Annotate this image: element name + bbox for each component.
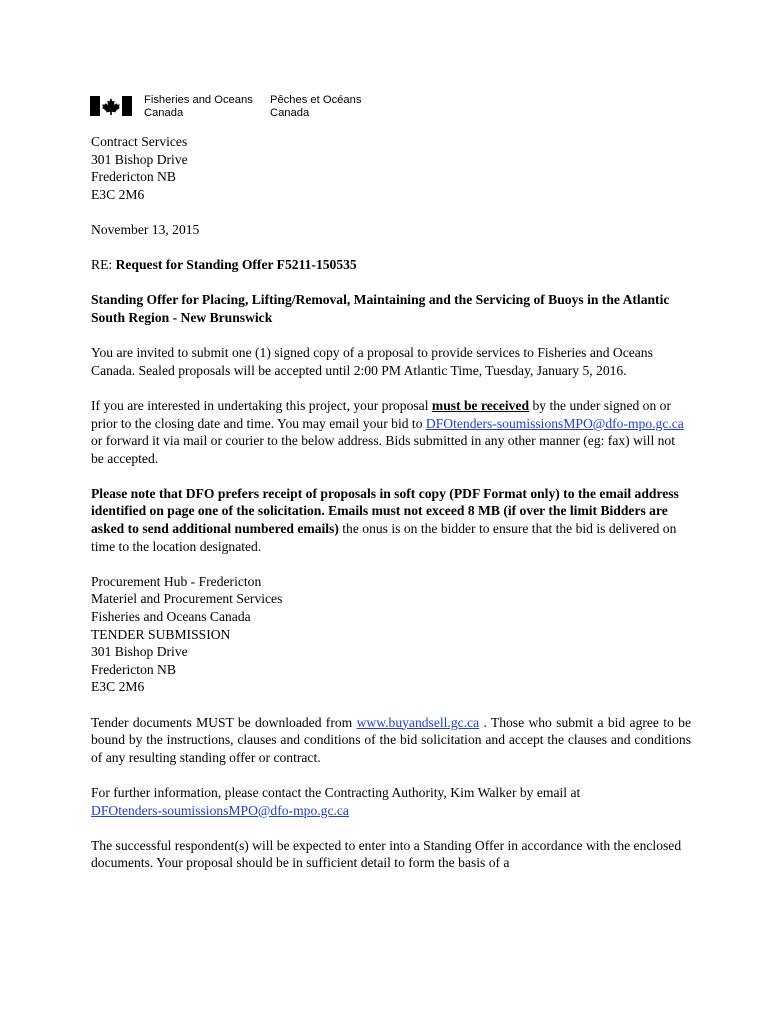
delivery-address-line: 301 Bishop Drive	[91, 644, 188, 660]
delivery-address-line: Fredericton NB	[91, 661, 176, 677]
standing-offer-paragraph: The successful respondent(s) will be expected to enter into a Standing Offer in accordance with the enclosed documents. Your proposal should be in sufficient detail to form the basis of a	[91, 837, 682, 871]
sender-address-line: 301 Bishop Drive	[91, 151, 188, 167]
dept-fr-line2: Canada	[270, 106, 310, 119]
tender-email-link[interactable]: DFOtenders-soumissionsMPO@dfo-mpo.gc.ca	[425, 415, 684, 431]
letter-body	[91, 133, 691, 872]
department-name-french	[270, 94, 361, 119]
submission-paragraph: If you are interested in undertaking this project, your proposal must be received by the under signed on or prior to the closing date and time. You may email your bid to DFOtenders-soumissionsMPO@dfo-mpo.gc.ca or forward it via mail or courier to the below address. Bids submitted in any other manner (eg: fax) will not be accepted.	[91, 397, 684, 466]
delivery-address-line: Materiel and Procurement Services	[91, 591, 283, 607]
dept-fr-line1: Pêches et Océans	[270, 94, 362, 106]
dept-en-line1: Fisheries and Oceans	[144, 94, 253, 106]
buyandsell-link[interactable]: www.buyandsell.gc.ca	[356, 714, 480, 730]
contact-email-link[interactable]: DFOtenders-soumissionsMPO@dfo-mpo.gc.ca	[91, 802, 349, 818]
sender-address-line: E3C 2M6	[91, 186, 145, 202]
letterhead	[90, 94, 490, 118]
tender-documents-paragraph: Tender documents MUST be downloaded from www.buyandsell.gc.ca . Those who submit a bid agree to be bound by the instructions, clauses and conditions of the bid solicitation and accept the clauses and conditions of any resulting standing offer or contract.	[91, 714, 691, 765]
canada-flag-icon	[90, 96, 132, 116]
soft-copy-notice-paragraph: Please note that DFO prefers receipt of proposals in soft copy (PDF Format only) to the email address identified on page one of the solicitation. Emails must not exceed 8 MB (if over the limit Bidders are asked to send additional numbered emails) the onus is on the bidder to ensure that the bid is delivered on time to the location designated.	[91, 485, 679, 554]
department-name-english	[144, 94, 253, 119]
dept-en-line2: Canada	[144, 106, 184, 119]
must-be-received-emphasis: must be received	[431, 397, 530, 413]
delivery-address-line: Procurement Hub - Fredericton	[91, 573, 262, 589]
sender-address	[91, 133, 691, 203]
letter-date: November 13, 2015	[91, 221, 200, 237]
sender-address-line: Fredericton NB	[91, 169, 176, 185]
subject-heading: Standing Offer for Placing, Lifting/Removal, Maintaining and the Servicing of Buoys in the Atlantic South Region - New Brunswick	[91, 292, 670, 325]
re-text: Request for Standing Offer F5211-150535	[115, 257, 357, 273]
re-line	[91, 256, 691, 274]
delivery-address	[91, 573, 691, 696]
invitation-paragraph: You are invited to submit one (1) signed copy of a proposal to provide services to Fisheries and Oceans Canada. Sealed proposals will be accepted until 2:00 PM Atlantic Time, Tuesday, January 5, 2016.	[91, 345, 653, 378]
contact-paragraph: For further information, please contact the Contracting Authority, Kim Walker by email at DFOtenders-soumissionsMPO@dfo-mpo.gc.ca	[91, 784, 581, 818]
re-label: RE:	[91, 257, 113, 273]
delivery-address-line: TENDER SUBMISSION	[91, 626, 231, 642]
delivery-address-line: Fisheries and Oceans Canada	[91, 609, 251, 625]
delivery-address-line: E3C 2M6	[91, 679, 145, 695]
sender-address-line: Contract Services	[91, 134, 188, 149]
